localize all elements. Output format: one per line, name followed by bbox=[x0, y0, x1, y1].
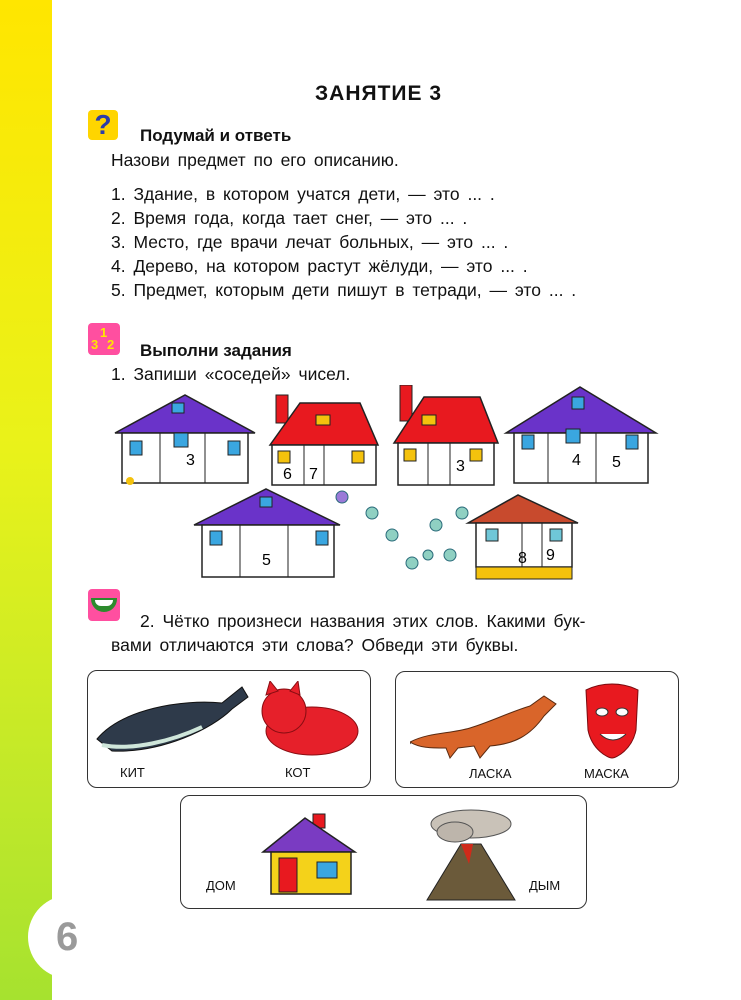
house-number: 5 bbox=[612, 454, 621, 471]
word-pair-box-laska-maska bbox=[395, 671, 679, 788]
house-number: 5 bbox=[262, 552, 271, 569]
icon-digit: 2 bbox=[107, 337, 115, 352]
icon-digit: 1 bbox=[100, 325, 108, 340]
cat-picture bbox=[250, 681, 362, 757]
page-sidebar-stripe bbox=[0, 0, 52, 1000]
house-picture bbox=[259, 808, 359, 900]
word-pair-box-dom-dym bbox=[180, 795, 587, 909]
list-item: 3. Место, где врачи лечат больных, — это ... . bbox=[111, 232, 509, 252]
icon-digit: 3 bbox=[91, 337, 99, 352]
section2-task: 1. Запиши «соседей» чисел. bbox=[111, 364, 351, 384]
speak-mouth-icon bbox=[88, 589, 120, 621]
page-number: 6 bbox=[56, 915, 79, 959]
volcano-smoke-picture bbox=[411, 804, 531, 904]
house-3 bbox=[394, 385, 498, 485]
house-1 bbox=[115, 395, 255, 485]
list-item: 4. Дерево, на котором растут жёлуди, — это ... . bbox=[111, 256, 528, 276]
mask-picture bbox=[572, 680, 652, 764]
word-caption: КИТ bbox=[120, 765, 145, 780]
whale-picture bbox=[92, 679, 252, 759]
house-number: 8 bbox=[518, 550, 527, 567]
word-caption: ДОМ bbox=[206, 878, 236, 893]
house-2 bbox=[270, 395, 378, 485]
section3-task-line1: 2. Чётко произнеси названия этих слов. Какими бук- bbox=[140, 611, 586, 631]
house-6 bbox=[468, 495, 578, 579]
house-number: 7 bbox=[309, 466, 318, 483]
house-number: 9 bbox=[546, 547, 555, 564]
word-pair-box-kit-kot bbox=[87, 670, 371, 788]
word-caption: МАСКА bbox=[584, 766, 629, 781]
house-5 bbox=[194, 489, 340, 577]
house-4 bbox=[506, 387, 656, 483]
word-caption: КОТ bbox=[285, 765, 311, 780]
house-number: 6 bbox=[283, 466, 292, 483]
list-item: 1. Здание, в котором учатся дети, — это ... . bbox=[111, 184, 495, 204]
word-caption: ДЫМ bbox=[529, 878, 561, 893]
weasel-picture bbox=[410, 682, 560, 762]
section2-heading: Выполни задания bbox=[140, 341, 292, 360]
list-item: 5. Предмет, которым дети пишут в тетради, — это ... . bbox=[111, 280, 577, 300]
section1-heading: Подумай и ответь bbox=[140, 126, 292, 145]
house-number: 3 bbox=[186, 452, 195, 469]
math-digits-icon bbox=[88, 323, 120, 355]
word-caption: ЛАСКА bbox=[469, 766, 512, 781]
list-item: 2. Время года, когда тает снег, — это ... . bbox=[111, 208, 468, 228]
section3-task-line2: вами отличаются эти слова? Обведи эти буквы. bbox=[111, 635, 519, 655]
flowers-decoration bbox=[336, 491, 468, 569]
section1-intro: Назови предмет по его описанию. bbox=[111, 150, 399, 170]
houses-illustration bbox=[110, 385, 670, 585]
house-number: 3 bbox=[456, 458, 465, 475]
question-icon: ? bbox=[88, 110, 118, 140]
lesson-title: ЗАНЯТИЕ 3 bbox=[315, 82, 443, 105]
house-number: 4 bbox=[572, 452, 581, 469]
